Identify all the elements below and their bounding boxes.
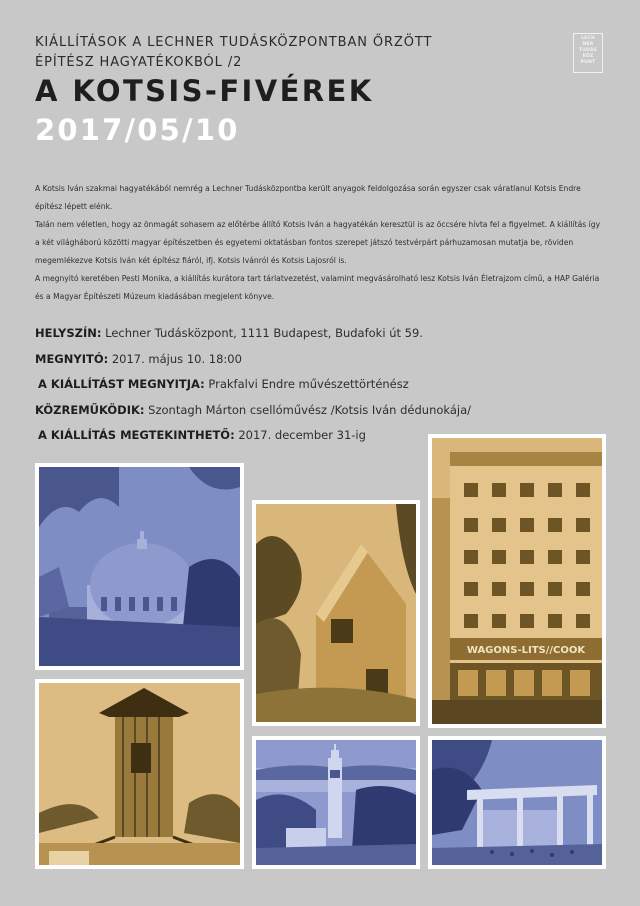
subtitle-line-2: ÉPÍTÉSZ HAGYATÉKOKBÓL /2	[35, 55, 243, 70]
contributor-label: KÖZREMŰKÖDIK:	[35, 402, 145, 417]
viewable-label: A KIÁLLÍTÁS MEGTEKINTHETŐ:	[38, 428, 235, 442]
opening-value: 2017. május 10. 18:00	[111, 351, 242, 366]
hotel-building-image	[432, 438, 602, 724]
opening-row	[35, 347, 615, 373]
viewable-value: 2017. december 31-ig	[238, 428, 366, 442]
stone-house-illustration	[256, 504, 416, 722]
pavilion-illustration	[432, 740, 602, 865]
photo-domed-church	[35, 463, 244, 670]
wooden-tower-illustration	[39, 683, 240, 865]
domed-church-image	[39, 467, 240, 666]
wooden-tower-image	[39, 683, 240, 865]
contributor-value: Szontagh Márton csellóművész /Kotsis Iván dédunokája/	[148, 402, 472, 417]
opener-value: Prakfalvi Endre művészettörténész	[208, 377, 409, 391]
paragraph: A Kotsis Iván szakmai hagyatékából nemrég a Lechner Tudásközpontba került anyagok feldolgozása során egyszer csak váratlanul Kotsis Endre építész lépett elénk.	[35, 184, 581, 211]
hotel-building-illustration	[432, 438, 602, 724]
logo-line: KÖZ	[582, 54, 594, 59]
event-info	[35, 321, 615, 449]
domed-church-illustration	[39, 467, 240, 666]
opening-label: MEGNYITÓ:	[35, 351, 109, 366]
church-tower-illustration	[256, 740, 416, 865]
photo-hotel-building	[428, 434, 606, 728]
subtitle-line-1: KIÁLLÍTÁSOK A LECHNER TUDÁSKÖZPONTBAN ŐRZÖTT	[35, 35, 433, 50]
photo-church-tower	[252, 736, 420, 869]
opener-label: A KIÁLLÍTÁST MEGNYITJA:	[38, 377, 205, 391]
logo-line: TUDÁS	[578, 48, 598, 53]
paragraph: Talán nem véletlen, hogy az önmagát sohasem az előtérbe állító Kotsis Iván a hagyatékán keresztül is az öccsére hívta fel a figyelmet. A kiállítás így a két világháború közötti magyar építészetben és egyetemi oktatásban fontos szerepet játszó testvérpárt párhuzamosan mutatja be, röviden megemlékezve Kotsis Iván két építész fiáról, ifj. Kotsis Ivánról és Kotsis Lajosról is.	[35, 220, 601, 265]
venue-value: Lechner Tudásközpont, 1111 Budapest, Budafoki út 59.	[105, 326, 423, 340]
contributor-row	[35, 398, 615, 424]
venue-row	[35, 321, 615, 347]
pavilion-image	[432, 740, 602, 865]
opener-row	[35, 372, 615, 398]
event-date: 2017/05/10	[35, 113, 240, 147]
church-tower-image	[256, 740, 416, 865]
photo-wooden-tower	[35, 679, 244, 869]
exhibition-series-subtitle	[35, 33, 495, 73]
page-title: A KOTSIS-FIVÉREK	[35, 74, 374, 108]
lechner-logo	[573, 33, 603, 73]
stone-house-image	[256, 504, 416, 722]
photo-pavilion	[428, 736, 606, 869]
paragraph: A megnyitó keretében Pesti Monika, a kiállítás kurátora tart tárlatvezetést, valamint megvásárolható lesz Kotsis Iván Életrajzom című, a HAP Galéria és a Magyar Építészeti Múzeum kiadásában megjelent könyve.	[35, 274, 600, 301]
logo-line: LECH	[581, 36, 595, 41]
photo-stone-house	[252, 500, 420, 726]
venue-label: HELYSZÍN:	[35, 326, 102, 340]
logo-line: PONT	[580, 60, 596, 65]
description-text	[35, 180, 607, 306]
hotel-sign: WAGONS-LITS//COOK	[466, 645, 586, 656]
logo-line: NER	[582, 42, 594, 47]
